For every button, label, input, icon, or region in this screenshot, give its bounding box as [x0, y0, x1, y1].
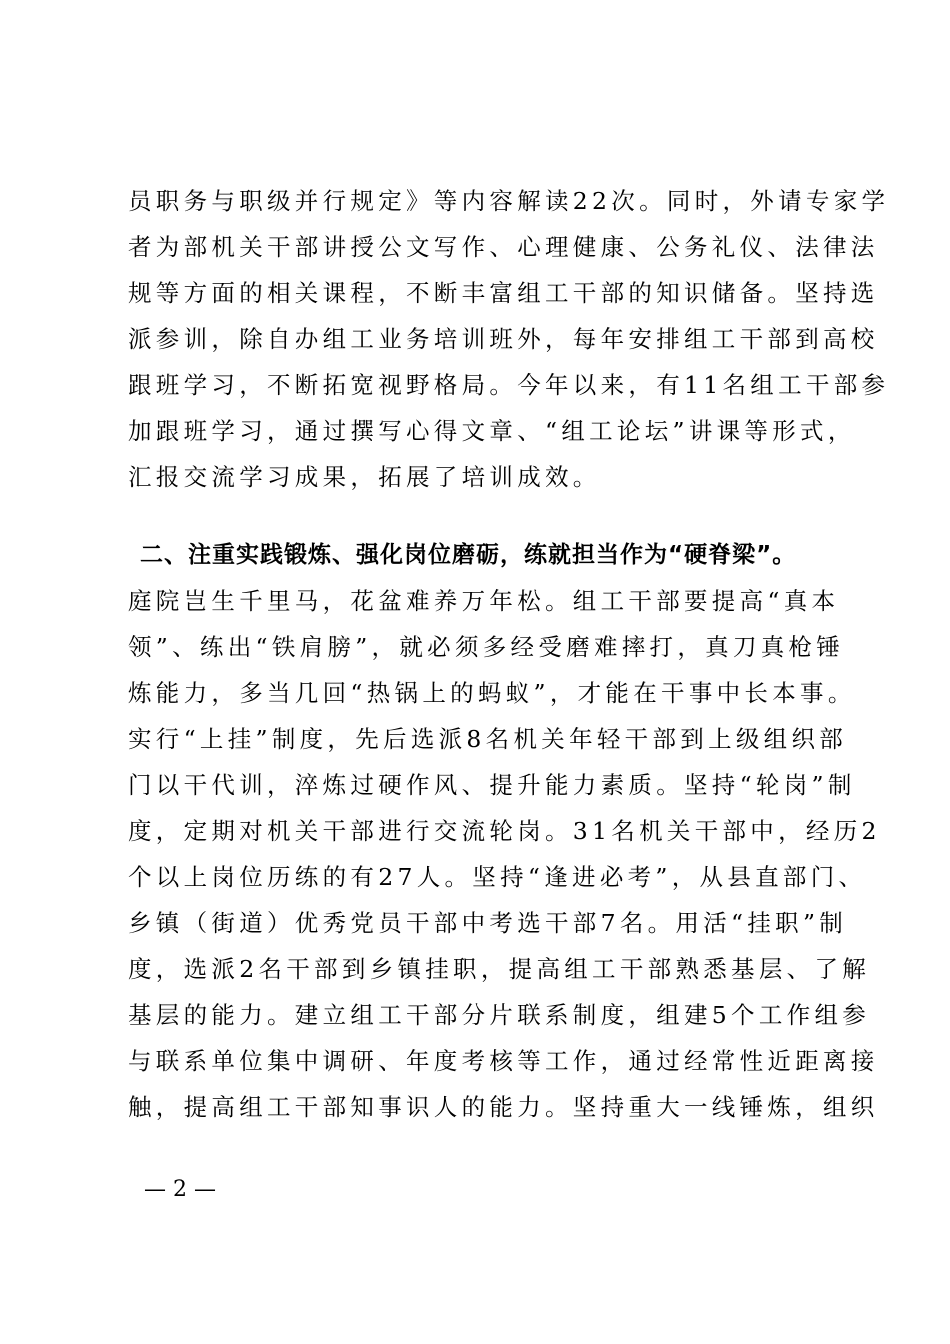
text-line: 度，选派2名干部到乡镇挂职，提高组工干部熟悉基层、了解 — [128, 955, 871, 983]
text-line: 与联系单位集中调研、年度考核等工作，通过经常性近距离接 — [128, 1047, 879, 1075]
text-line: 门以干代训，淬炼过硬作风、提升能力素质。坚持“轮岗”制 — [128, 771, 856, 799]
text-line: 个以上岗位历练的有27人。坚持“逢进必考”，从县直部门、 — [128, 863, 867, 891]
text-line: 乡镇（街道）优秀党员干部中考选干部7名。用活“挂职”制 — [128, 909, 848, 937]
text-line: 领”、练出“铁肩膀”，就必须多经受磨难摔打，真刀真枪锤 — [128, 633, 845, 661]
text-line: 汇报交流学习成果，拓展了培训成效。 — [128, 463, 601, 491]
text-line: 基层的能力。建立组工干部分片联系制度，组建5个工作组参 — [128, 1001, 871, 1029]
text-line: 员职务与职级并行规定》等内容解读22次。同时，外请专家学 — [128, 187, 890, 215]
text-line: 触，提高组工干部知事识人的能力。坚持重大一线锤炼，组织 — [128, 1093, 879, 1121]
page-number: — 2 — — [144, 1177, 216, 1202]
text-line: 者为部机关干部讲授公文写作、心理健康、公务礼仪、法律法 — [128, 233, 879, 261]
text-line: 度，定期对机关干部进行交流轮岗。31名机关干部中，经历2 — [128, 817, 881, 845]
text-line: 炼能力，多当几回“热锅上的蚂蚁”，才能在干事中长本事。 — [128, 679, 856, 707]
text-line: 派参训，除自办组工业务培训班外，每年安排组工干部到高校 — [128, 325, 879, 353]
text-line: 跟班学习，不断拓宽视野格局。今年以来，有11名组工干部参 — [128, 371, 890, 399]
text-line: 规等方面的相关课程，不断丰富组工干部的知识储备。坚持选 — [128, 279, 879, 307]
text-line: 加跟班学习，通过撰写心得文章、“组工论坛”讲课等形式， — [128, 417, 856, 445]
text-line: 实行“上挂”制度，先后选派8名机关年轻干部到上级组织部 — [128, 725, 848, 753]
text-line: 庭院岂生千里马，花盆难养万年松。组工干部要提高“真本 — [128, 587, 840, 615]
section-heading: 二、注重实践锻炼、强化岗位磨砺，练就担当作为“硬脊梁”。 — [140, 542, 797, 568]
